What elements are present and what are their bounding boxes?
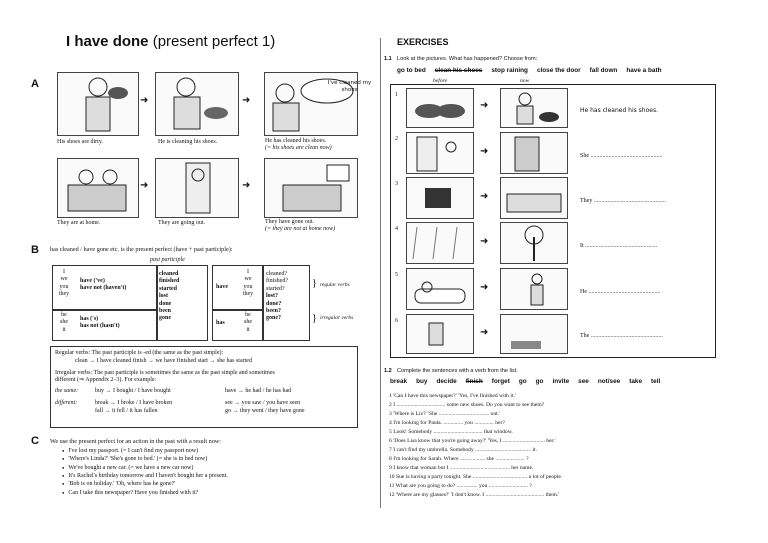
caption-a2: He is cleaning his shoes. — [158, 139, 218, 145]
sentence-10: 10 Sue is having a party tonight. She ....................................... a lot of people. — [389, 474, 563, 480]
sentence-8: 8 I'm looking for Sarah. Where .................. she ..................... ? — [389, 456, 529, 462]
arrow-icon: ➜ — [480, 236, 489, 247]
regular-verbs-line2: clean → I have cleaned finish → we have finished start → she has started — [75, 358, 252, 364]
q-subjects-singular: he she it — [244, 312, 252, 333]
section-c-intro: We use the present perfect for an action in the past with a result now: — [50, 438, 221, 445]
exercise-1-number: 1.1 — [384, 56, 392, 62]
arrow-icon: ➜ — [140, 180, 149, 191]
caption-a1: His shoes are dirty. — [57, 139, 103, 145]
answer-4: It ................................................ — [580, 243, 658, 249]
caption-b3: They have gone out. (= they are not at home now) — [265, 219, 336, 232]
arrow-icon: ➜ — [242, 95, 251, 106]
sentence-12: 12 'Where are my glasses?' 'I don't know. I .......................................... them.' — [389, 492, 560, 498]
picture-now-3 — [500, 177, 568, 219]
past-participle-label: past participle — [150, 257, 185, 263]
picture-before-5 — [406, 268, 474, 310]
row-number: 5 — [395, 272, 398, 278]
section-b-intro: has cleaned / have gone etc. is the present perfect (have + past participle): — [50, 246, 233, 253]
different-label: different: — [55, 400, 78, 406]
arrow-icon: ➜ — [480, 100, 489, 111]
sentence-3: 3 'Where is Liz?' 'She .................................... out.' — [389, 411, 501, 417]
row-number: 3 — [395, 181, 398, 187]
sentence-4: 4 I'm looking for Paula. .............. you .............. her? — [389, 420, 505, 426]
before-label: before — [433, 78, 448, 84]
illustration-at-home — [57, 158, 139, 218]
sentence-9: 9 I know that woman but I ........................................... her name. — [389, 465, 534, 471]
exercise-2-word-list: break buy decide finish forget go go invite see not/see take tell — [390, 378, 661, 385]
regular-verbs-label: regular verbs — [320, 282, 350, 288]
arrow-icon: ➜ — [480, 146, 489, 157]
different-example-1: break → I broke / I have broken — [95, 400, 173, 406]
row-number: 4 — [395, 226, 398, 232]
exercise-2-instruction: Complete the sentences with a verb from the list. — [397, 368, 518, 374]
picture-now-4 — [500, 222, 568, 264]
section-c-examples — [62, 447, 228, 497]
picture-now-6 — [500, 314, 568, 354]
irregular-verbs-line1: Irregular verbs: The past participle is sometimes the same as the past simple and sometimes — [55, 370, 275, 376]
list-item: ● Can I take this newspaper? Have you finished with it? — [62, 489, 228, 497]
different-example-2: fall → it fell / it has fallen — [95, 408, 158, 414]
arrow-icon: ➜ — [480, 327, 489, 338]
picture-before-6 — [406, 314, 474, 354]
illustration-going-out — [155, 158, 239, 218]
has-forms: has ('s) has not (hasn't) — [80, 316, 120, 330]
picture-before-2 — [406, 132, 474, 174]
arrow-icon: ➜ — [140, 95, 149, 106]
sentence-2: 2 I ................................... some new shoes. Do you want to see them? — [389, 402, 545, 408]
sentence-11: 11 What are you going to do? ............... you ............................ ? — [389, 483, 532, 489]
illustration-dirty-shoes — [57, 72, 139, 136]
different-example-3: see → you saw / you have seen — [225, 400, 301, 406]
irregular-verbs-label: irregular verbs — [320, 315, 354, 321]
sentence-6: 6 'Does Lisa know that you're going away?' 'Yes, I .............................. her.' — [389, 438, 556, 444]
regular-verbs-line1: Regular verbs: The past participle is -ed (the same as the past simple): — [55, 350, 224, 356]
q-subjects-plural: I we you they — [242, 269, 254, 298]
have-forms: have ('ve) have not (haven't) — [80, 278, 127, 292]
same-example-2: have → he had / he has had — [225, 388, 292, 394]
list-item: ● We've bought a new car. (= we have a new car now) — [62, 464, 228, 472]
same-label: the same: — [55, 388, 79, 394]
row-number: 1 — [395, 92, 398, 98]
page-title: I have done (present perfect 1) — [66, 33, 276, 50]
speech-bubble-text: I've cleaned my shoes — [327, 80, 372, 93]
brace-regular: } — [312, 278, 317, 289]
answer-1: He has cleaned his shoes. — [580, 107, 658, 114]
answer-6: The ................................................ — [580, 333, 663, 339]
exercise-2-number: 1.2 — [384, 368, 392, 374]
answer-5: He ................................................ — [580, 289, 661, 295]
row-number: 2 — [395, 136, 398, 142]
list-item: ● 'Bob is on holiday.' 'Oh, where has he gone?' — [62, 480, 228, 488]
page-divider — [380, 38, 381, 508]
exercise-1-instruction: Look at the pictures. What has happened? Choose from: — [397, 56, 538, 62]
participle-list: cleaned finished started lost done been gone — [159, 271, 180, 322]
picture-now-1 — [500, 88, 568, 128]
caption-b1: They are at home. — [57, 220, 101, 226]
list-item: ● 'Where's Linda?' 'She's gone to bed.' (= she is in bed now) — [62, 455, 228, 463]
list-item: ● It's Rachel's birthday tomorrow and I haven't bought her a present. — [62, 472, 228, 480]
brace-irregular: } — [312, 313, 317, 324]
picture-before-4 — [406, 222, 474, 264]
exercise-1-choices: go to bed clean his shoes stop raining close the door fall down have a bath — [397, 67, 662, 74]
list-item: ● I've lost my passport. (= I can't find my passport now) — [62, 447, 228, 455]
arrow-icon: ➜ — [242, 180, 251, 191]
answer-3: They ................................................ — [580, 198, 666, 204]
same-example-1: buy → I bought / I have bought — [95, 388, 171, 394]
caption-a3: He has cleaned his shoes. (= his shoes are clean now) — [265, 138, 332, 151]
irregular-verbs-line2: different (⇒ Appendix 2–3). For example: — [55, 377, 157, 383]
caption-b2: They are going out. — [158, 220, 205, 226]
picture-now-2 — [500, 132, 568, 174]
answer-2: She ................................................ — [580, 153, 663, 159]
q-has: has — [216, 320, 225, 326]
subjects-singular: he she it — [60, 312, 68, 333]
subjects-plural: I we you they — [58, 269, 70, 298]
now-label: now — [520, 78, 530, 84]
q-participle-list: cleaned? finished? started? lost? done? been? gone? — [266, 271, 288, 322]
illustration-gone-out — [264, 158, 358, 218]
sentence-7: 7 I can't find my umbrella. Somebody ........................................ it. — [389, 447, 537, 453]
exercises-title: EXERCISES — [397, 37, 449, 47]
section-a-label: A — [31, 78, 39, 90]
arrow-icon: ➜ — [480, 282, 489, 293]
picture-before-1 — [406, 88, 474, 128]
section-c-label: C — [31, 435, 39, 447]
sentence-1: 1 'Can I have this newspaper?' 'Yes, I've finished with it.' — [389, 393, 516, 399]
section-b-label: B — [31, 244, 39, 256]
illustration-cleaning-shoes — [155, 72, 239, 136]
row-number: 6 — [395, 318, 398, 324]
arrow-icon: ➜ — [480, 191, 489, 202]
different-example-4: go → they went / they have gone — [225, 408, 305, 414]
picture-before-3 — [406, 177, 474, 219]
q-have: have — [216, 284, 228, 290]
sentence-5: 5 Look! Somebody ................................... that window. — [389, 429, 513, 435]
picture-now-5 — [500, 268, 568, 310]
